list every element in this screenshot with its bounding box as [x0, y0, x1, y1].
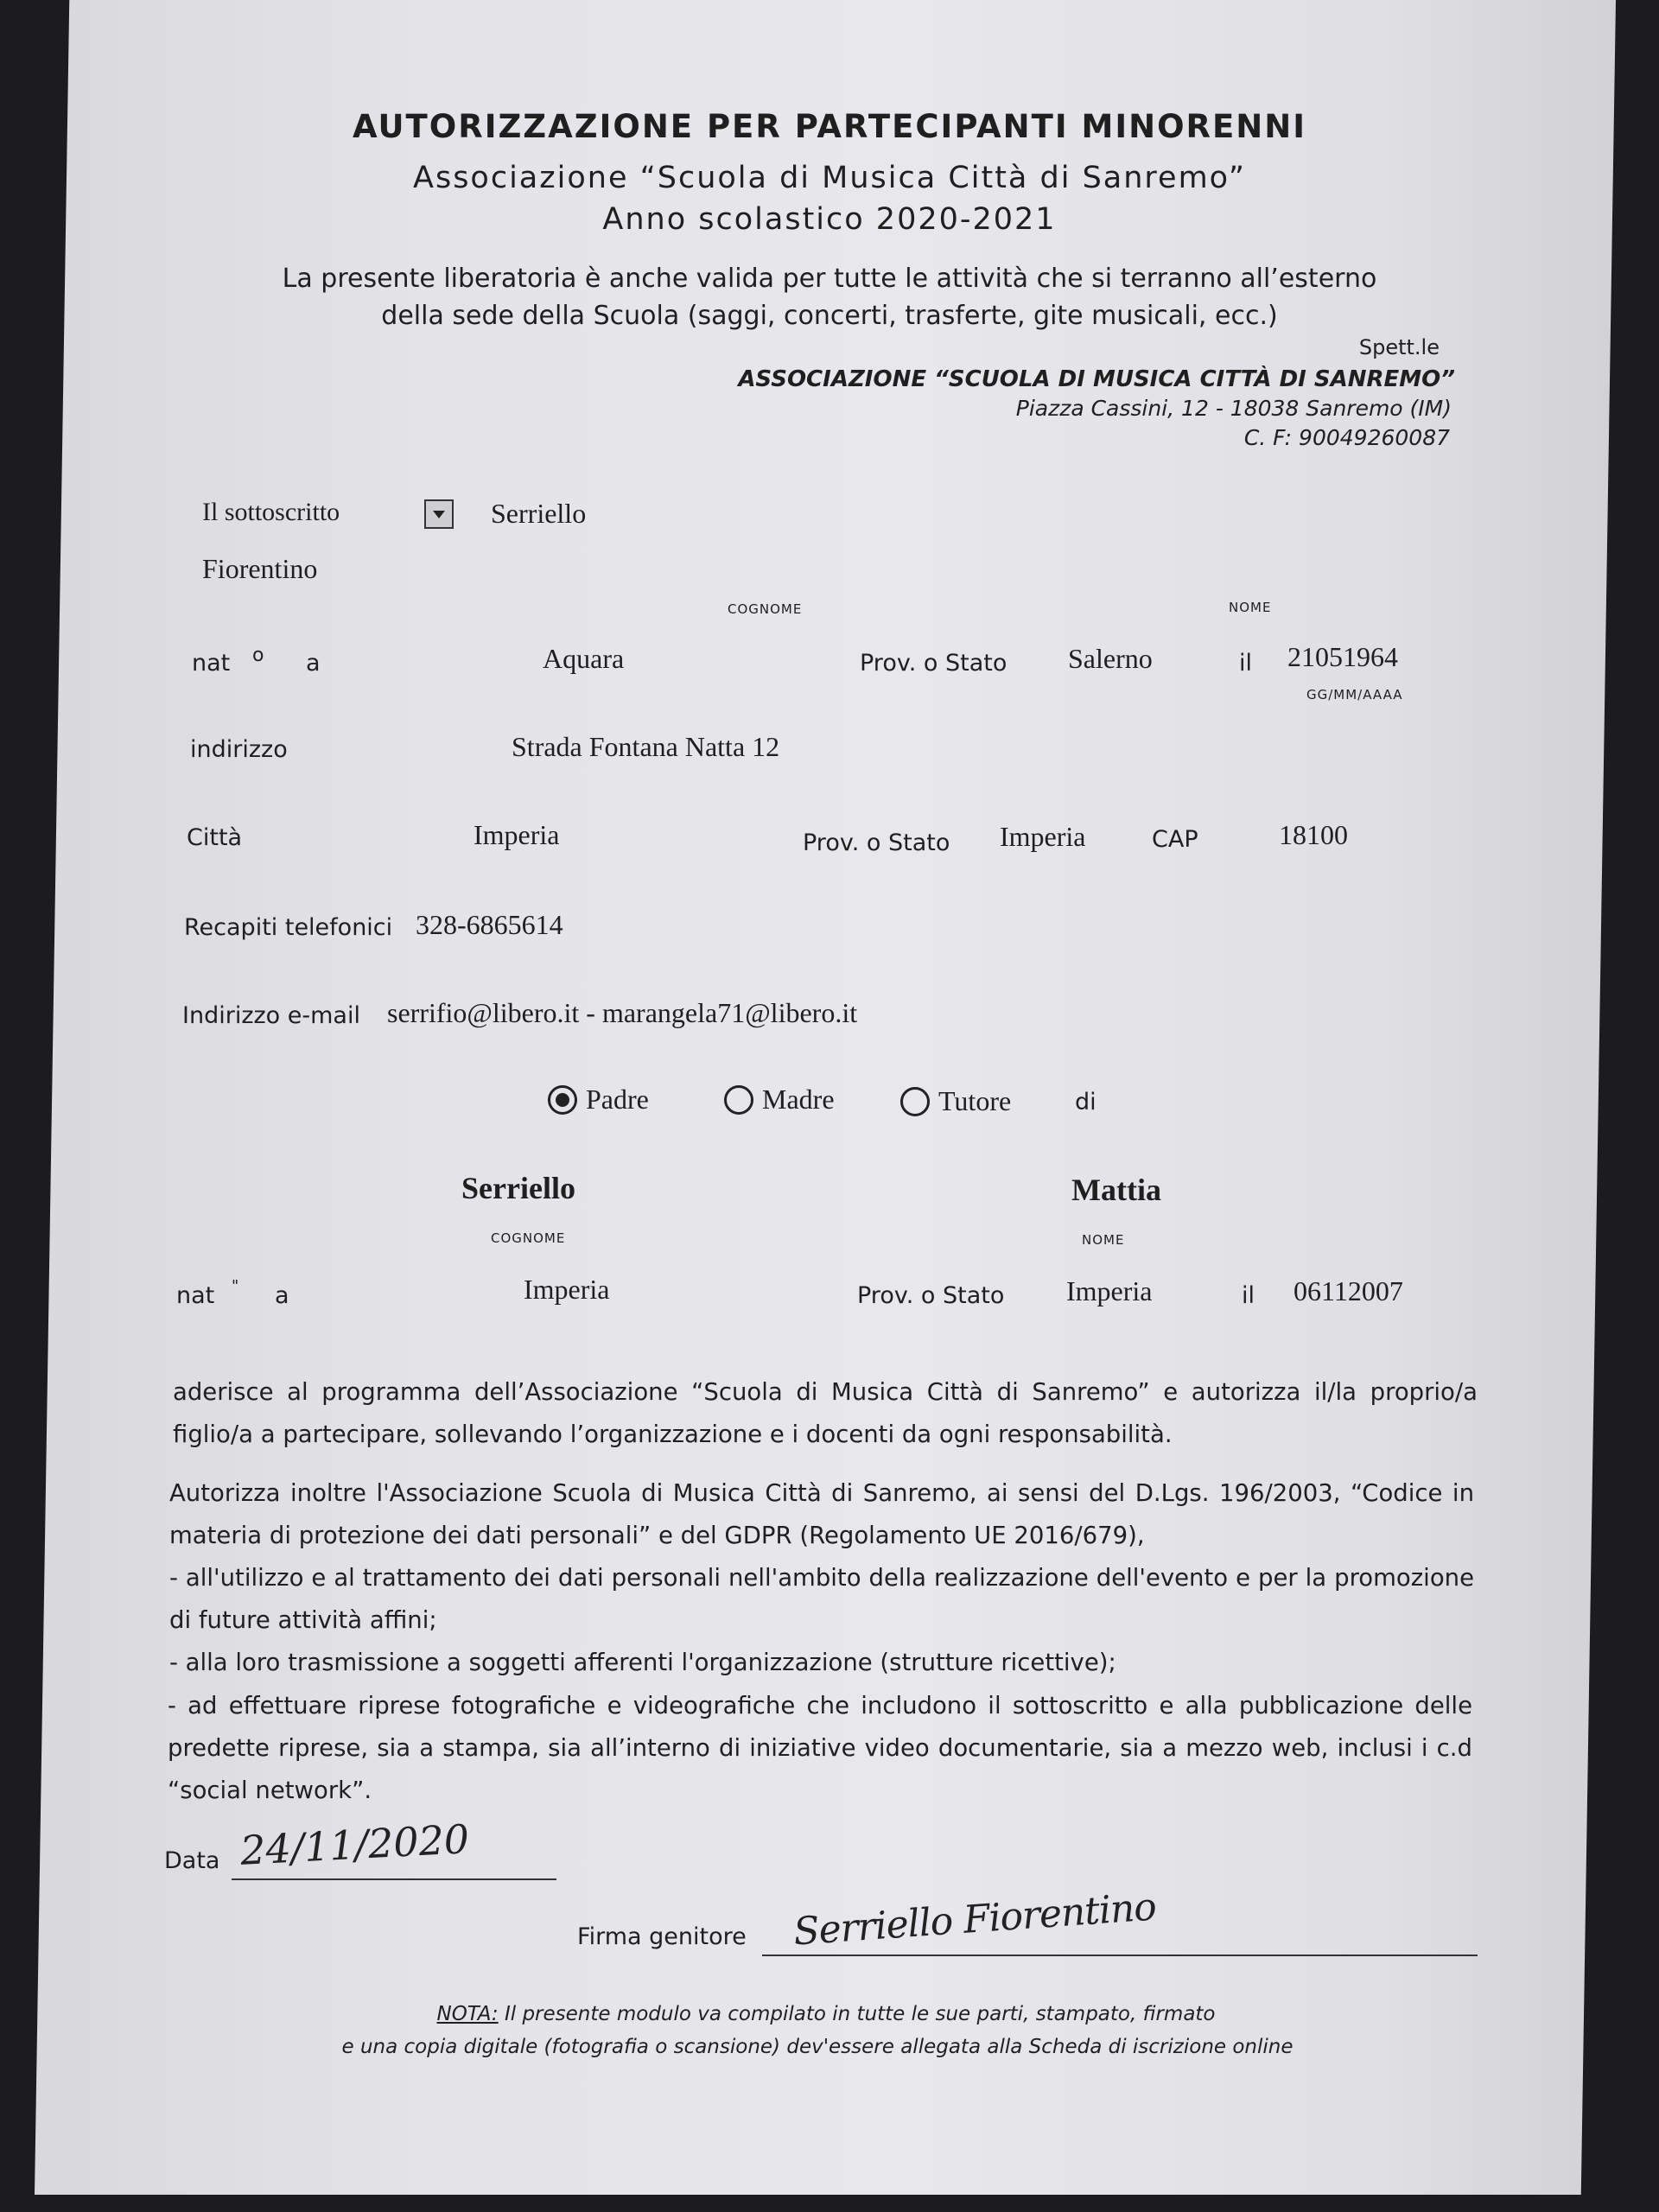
consent-paragraph-1: aderisce al programma dell’Associazione “Scuola di Musica Città di Sanremo” e autorizza il/la proprio/a figlio/a a partecipare, sollevando l’organizzazione e i docenti da ogni responsabilità.	[173, 1378, 1478, 1448]
cap-label: CAP	[1152, 826, 1198, 853]
parent-name[interactable]: Fiorentino	[202, 553, 318, 584]
parent-surname-caption: COGNOME	[728, 601, 803, 617]
chevron-down-icon	[433, 511, 445, 518]
note-text-1: Il presente modulo va compilato in tutte le sue parti, stampato, firmato	[504, 2003, 1216, 2025]
child-born-suffix: "	[232, 1277, 239, 1295]
parent-il-label: il	[1239, 650, 1253, 677]
consent-item-3: - ad effettuare riprese fotografiche e videografiche che includono il sottoscritto e alla pubblicazione delle predette riprese, sia a stampa, sia all’interno di iniziative video documentarie, sia a mezzo web, inclusi i c.d “social network”.	[168, 1692, 1472, 1804]
address-label: indirizzo	[190, 736, 288, 763]
parent-born-suffix: o	[252, 645, 264, 666]
radio-padre[interactable]	[548, 1084, 649, 1116]
city-prov-label: Prov. o Stato	[803, 830, 950, 856]
radio-padre-label: Padre	[586, 1084, 649, 1115]
note-line-2: e una copia digitale (fotografia o scansione) dev'essere allegata alla Scheda di iscrizione online	[341, 2036, 1294, 2058]
child-name-caption: NOME	[1082, 1232, 1125, 1248]
intro-line-2: della sede della Scuola (saggi, concerti, trasferte, gite musicali, ecc.)	[381, 301, 1278, 331]
consent-item-1: - all'utilizzo e al trattamento dei dati personali nell'ambito della realizzazione dell'evento e per la promozione di future attività affini;	[169, 1564, 1474, 1634]
parent-name-caption: NOME	[1229, 600, 1272, 615]
school-year: Anno scolastico 2020-2021	[602, 202, 1057, 237]
parent-city[interactable]: Imperia	[474, 819, 560, 850]
parent-birth-prov[interactable]: Salerno	[1068, 643, 1153, 674]
email-label: Indirizzo e-mail	[182, 1002, 360, 1029]
radio-selected-dot	[556, 1093, 569, 1107]
intro-line-1: La presente liberatoria è anche valida per tutte le attività che si terranno all’esterno	[282, 264, 1377, 294]
parent-signature[interactable]: Serriello Fiorentino	[791, 1885, 1158, 1955]
child-name[interactable]: Mattia	[1071, 1173, 1161, 1207]
parent-prov-label: Prov. o Stato	[860, 650, 1007, 677]
child-prov-label: Prov. o Stato	[857, 1282, 1005, 1309]
radio-tutore-circle	[900, 1087, 930, 1116]
parent-phone[interactable]: 328-6865614	[416, 909, 563, 940]
child-born-label: nat	[176, 1282, 215, 1309]
radio-madre-circle	[724, 1085, 753, 1115]
recipient-cf: C. F: 90049260087	[1243, 425, 1450, 450]
radio-tutore[interactable]	[900, 1085, 1011, 1117]
radio-tutore-label: Tutore	[938, 1085, 1012, 1116]
city-label: Città	[187, 824, 243, 851]
date-format-caption: GG/MM/AAAA	[1306, 687, 1403, 702]
form-title: AUTORIZZAZIONE PER PARTECIPANTI MINORENNI	[352, 108, 1307, 145]
date-underline	[232, 1878, 556, 1880]
child-birth-prov[interactable]: Imperia	[1066, 1275, 1153, 1306]
signature-underline	[762, 1955, 1478, 1956]
parent-cap[interactable]: 18100	[1279, 819, 1348, 850]
parent-surname[interactable]: Serriello	[491, 498, 587, 529]
parent-email[interactable]: serrifio@libero.it - marangela71@libero.it	[387, 997, 858, 1028]
subscriber-label: Il sottoscritto	[202, 498, 340, 526]
child-surname-caption: COGNOME	[491, 1230, 566, 1246]
parent-born-a: a	[306, 650, 321, 677]
parent-address[interactable]: Strada Fontana Natta 12	[512, 731, 780, 762]
radio-padre-circle	[548, 1085, 577, 1115]
child-birthdate[interactable]: 06112007	[1294, 1275, 1403, 1306]
child-born-a: a	[275, 1282, 289, 1309]
relation-di-label: di	[1075, 1089, 1096, 1116]
child-surname[interactable]: Serriello	[461, 1171, 575, 1205]
consent-paragraph-2: Autorizza inoltre l'Associazione Scuola di Musica Città di Sanremo, ai sensi del D.Lgs. 196/2003, “Codice in materia di protezione dei dati personali” e del GDPR (Regolamento UE 2016/679),	[169, 1479, 1474, 1549]
consent-item-2: - alla loro trasmissione a soggetti afferenti l'organizzazione (strutture ricettive);	[169, 1649, 1116, 1676]
association-name: Associazione “Scuola di Musica Città di Sanremo”	[413, 161, 1246, 195]
child-birthplace[interactable]: Imperia	[524, 1274, 610, 1305]
gender-dropdown[interactable]	[424, 499, 454, 529]
parent-born-label: nat	[192, 650, 231, 677]
note-label: NOTA:	[436, 2003, 499, 2025]
radio-madre[interactable]	[724, 1084, 835, 1116]
date-handwritten[interactable]: 24/11/2020	[238, 1815, 471, 1874]
parent-birthdate[interactable]: 21051964	[1287, 641, 1398, 672]
phone-label: Recapiti telefonici	[184, 914, 393, 941]
parent-birthplace[interactable]: Aquara	[543, 643, 625, 674]
recipient-name: ASSOCIAZIONE “SCUOLA DI MUSICA CITTÀ DI SANREMO”	[738, 366, 1455, 392]
date-label: Data	[164, 1847, 220, 1874]
parent-city-prov[interactable]: Imperia	[1000, 821, 1086, 852]
child-il-label: il	[1242, 1282, 1255, 1309]
radio-madre-label: Madre	[762, 1084, 835, 1115]
recipient-address: Piazza Cassini, 12 - 18038 Sanremo (IM)	[1015, 396, 1452, 421]
note-line-1	[0, 2003, 1656, 2025]
recipient-spett: Spett.le	[1358, 335, 1440, 359]
signature-label: Firma genitore	[577, 1923, 747, 1950]
